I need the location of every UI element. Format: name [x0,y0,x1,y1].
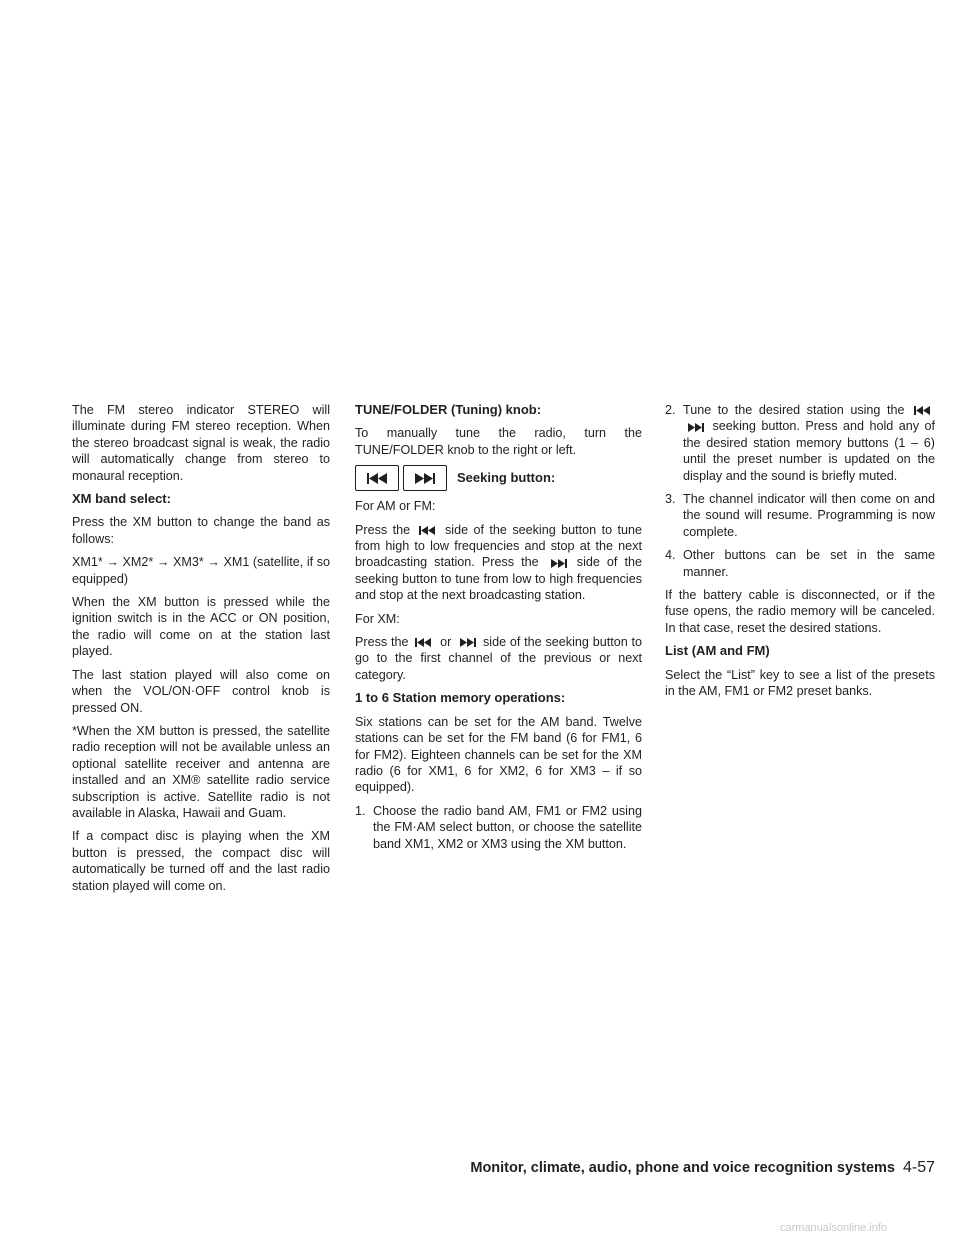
seek-back-icon [413,637,435,648]
list-item [665,491,935,540]
manual-tune-paragraph: To manually tune the radio, turn the TUNE/FOLDER knob to the right or left. [355,426,642,457]
seek-forward-icon [403,465,447,491]
xm-band-heading: XM band select: [72,491,171,507]
list-heading: List (AM and FM) [665,643,770,659]
page-number: 4-57 [902,1159,935,1176]
step-number: 2. [665,403,676,417]
seek-button-heading [355,465,642,491]
memory-steps-list [355,803,642,852]
xm-ignition-paragraph: When the XM button is pressed while the ignition switch is in the ACC or ON position, the radio will come on at the station last played. [72,595,330,659]
for-xm-label: For XM: [355,611,400,626]
seek-button-label: Seeking button: [457,470,556,486]
compact-disc-paragraph: If a compact disc is playing when the XM button is pressed, the compact disc will automatically be turned off and the last radio station played will come on. [72,829,330,893]
am-fm-seek-paragraph [355,522,642,604]
section-title: Monitor, climate, audio, phone and voice recognition systems [470,1160,895,1176]
stereo-paragraph: The FM stereo indicator STEREO will illuminate during FM stereo reception. When the stereo broadcast signal is weak, the radio will automatically change from stereo to monaural reception. [72,403,330,483]
xm-seek-text: side of the seeking button to go to the first channel of the previous or next category. [355,635,643,682]
page-footer [0,1159,935,1177]
seek-back-text: side of the seeking button to tune from high to low frequencies and stop at the next broadcasting station. Press the [355,522,643,570]
list-item [665,402,935,484]
seek-forward-text: side of the seeking button to tune from low to high frequencies and stop at the next broadcasting station. [355,555,643,603]
step-text: Choose the radio band AM, FM1 or FM2 using the FM·AM select button, or choose the satellite band XM1, XM2 or XM3 using the XM button. [373,803,642,851]
tune-folder-heading: TUNE/FOLDER (Tuning) knob: [355,402,542,417]
watermark: carmanualsonline.info [780,1222,888,1234]
list-paragraph: Select the “List” key to see a list of the presets in the AM, FM1 or FM2 preset banks. [665,667,935,699]
xm-press-paragraph: Press the XM button to change the band as follows: [72,515,330,546]
step-2-text-b: seeking button. Press and hold any of the desired station memory buttons (1 – 6) until the preset number is updated on the display and the sound is briefly muted. [683,419,935,483]
step-number: 4. [665,548,676,563]
battery-paragraph: If the battery cable is disconnected, or if the fuse opens, the radio memory will be canceled. In that case, reset the desired stations. [665,588,935,635]
satellite-note-paragraph: *When the XM button is pressed, the satellite radio reception will not be available unless an optional satellite receiver and antenna are installed and an XM® satellite radio service subscription is active. Satellite radio is not available in Alaska, Hawaii and Guam. [72,723,330,820]
press-the-text: Press the [355,522,411,537]
xm-seek-paragraph [355,634,642,683]
station-memory-heading: 1 to 6 Station memory operations: [355,690,566,706]
column-1 [72,402,330,901]
seek-forward-icon [456,637,478,648]
step-text: Other buttons can be set in the same manner. [683,548,935,579]
list-item [665,547,935,580]
seek-back-icon [355,465,399,491]
step-number: 3. [665,492,676,507]
step-number: 1. [355,803,366,818]
seek-back-icon [417,525,439,536]
am-fm-label: For AM or FM: [355,499,436,514]
station-memory-paragraph: Six stations can be set for the AM band. Twelve stations can be set for the FM band (6 for FM1, 6 for FM2). Eighteen channels can be set for the XM radio (6 for XM1, 6 for XM2, 6 for XM3 – if so equipped). [355,714,642,795]
step-text [683,402,935,484]
seek-back-icon [912,405,934,416]
press-the-text: Press the [355,635,409,650]
list-item [355,803,642,852]
column-2 [355,402,642,859]
xm-sequence: XM1* → XM2* → XM3* → XM1 (satellite, if so equipped) [72,555,330,586]
or-text: or [440,635,452,650]
column-3 [665,402,935,707]
step-text: The channel indicator will then come on and the sound will resume. Programming is now complete. [683,492,935,539]
seek-forward-icon [547,558,569,569]
last-station-paragraph: The last station played will also come on when the VOL/ON·OFF control knob is pressed ON. [72,667,330,715]
step-2-text-a: Tune to the desired station using the [683,403,905,417]
seek-forward-icon [684,422,706,433]
memory-steps-list-continued [665,402,935,580]
